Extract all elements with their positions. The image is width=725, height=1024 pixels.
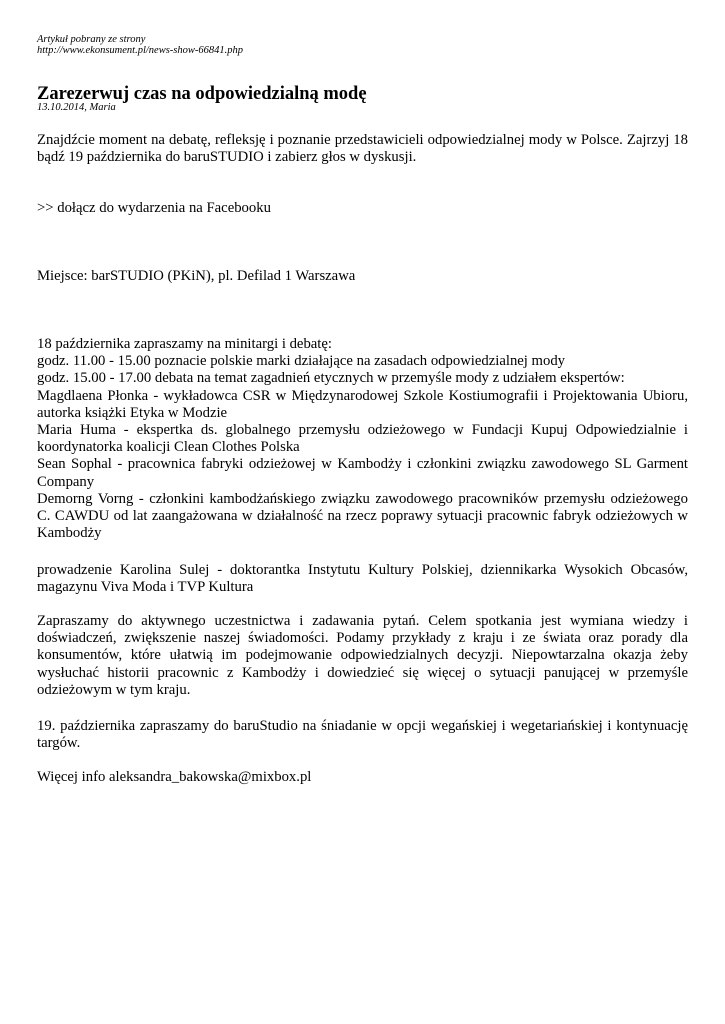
program-line: 18 października zapraszamy na minitargi i debatę: bbox=[37, 336, 332, 352]
intro-text: Znajdźcie moment na debatę, refleksję i poznanie przedstawicieli odpowiedzialnej mody w Polsce. Zajrzyj 18 bądź 19 października do baruSTUDIO i zabierz głos w dyskusji. bbox=[37, 132, 688, 166]
program-line: godz. 11.00 - 15.00 poznacie polskie marki działające na zasadach odpowiedzialnej mody bbox=[37, 353, 566, 370]
expert-item: Maria Huma - ekspertka ds. globalnego przemysłu odzieżowego w Fundacji Kupuj Odpowiedzialnie i koordynatorka koalicji Clean Clothes Polska bbox=[37, 422, 688, 456]
article-dateline: 13.10.2014, Maria bbox=[37, 102, 116, 113]
expert-item: Demorng Vorng - członkini kambodżańskiego związku zawodowego pracowników przemysłu odzieżowego C. CAWDU od lat zaangażowana w działalność na rzecz poprawy sytuacji pracownic fabryk odzieżowych w Kambodży bbox=[37, 490, 688, 542]
day19-text: 19. października zapraszamy do baruStudio na śniadanie w opcji wegańskiej i wegetariańskiej i kontynuację targów. bbox=[37, 718, 688, 752]
expert-item: Magdlaena Płonka - wykładowca CSR w Międzynarodowej Szkole Kostiumografii i Projektowania Ubioru, autorka książki Etyka w Modzie bbox=[37, 387, 688, 421]
day19-paragraph bbox=[37, 718, 688, 752]
article-title: Zarezerwuj czas na odpowiedzialną modę bbox=[37, 84, 367, 104]
source-url: http://www.ekonsument.pl/news-show-66841.php bbox=[37, 45, 244, 56]
moderator-paragraph bbox=[37, 562, 688, 596]
contact-info: Więcej info aleksandra_bakowska@mixbox.pl bbox=[37, 769, 312, 785]
intro-paragraph bbox=[37, 132, 688, 166]
expert-item: Sean Sophal - pracownica fabryki odzieżowej w Kambodży i członkini związku zawodowego SL Garment Company bbox=[37, 456, 688, 490]
invitation-paragraph bbox=[37, 613, 688, 699]
program-line: godz. 15.00 - 17.00 debata na temat zagadnień etycznych w przemyśle mody z udziałem ekspertów: bbox=[37, 370, 625, 387]
source-label: Artykuł pobrany ze strony bbox=[37, 34, 146, 45]
facebook-event-link[interactable]: >> dołącz do wydarzenia na Facebooku bbox=[37, 200, 271, 216]
invitation-text: Zapraszamy do aktywnego uczestnictwa i zadawania pytań. Celem spotkania jest wymiana wiedzy i doświadczeń, zwiększenie naszej świadomości. Podamy przykłady z kraju i ze świata oraz porady dla konsumentów, które ułatwią im podejmowanie odpowiedzialnych decyzji. Niepowtarzalna okazja żeby wysłuchać historii pracownic z Kambodży i dowiedzieć się więcej o sytuacji panującej w przemyśle odzieżowym w tym kraju. bbox=[37, 613, 688, 698]
source-note bbox=[37, 34, 243, 56]
moderator-text: prowadzenie Karolina Sulej - doktorantka Instytutu Kultury Polskiej, dziennikarka Wysokich Obcasów, magazynu Viva Moda i TVP Kultura bbox=[37, 562, 688, 596]
program-block bbox=[37, 336, 688, 542]
event-place: Miejsce: barSTUDIO (PKiN), pl. Defilad 1 Warszawa bbox=[37, 268, 356, 284]
